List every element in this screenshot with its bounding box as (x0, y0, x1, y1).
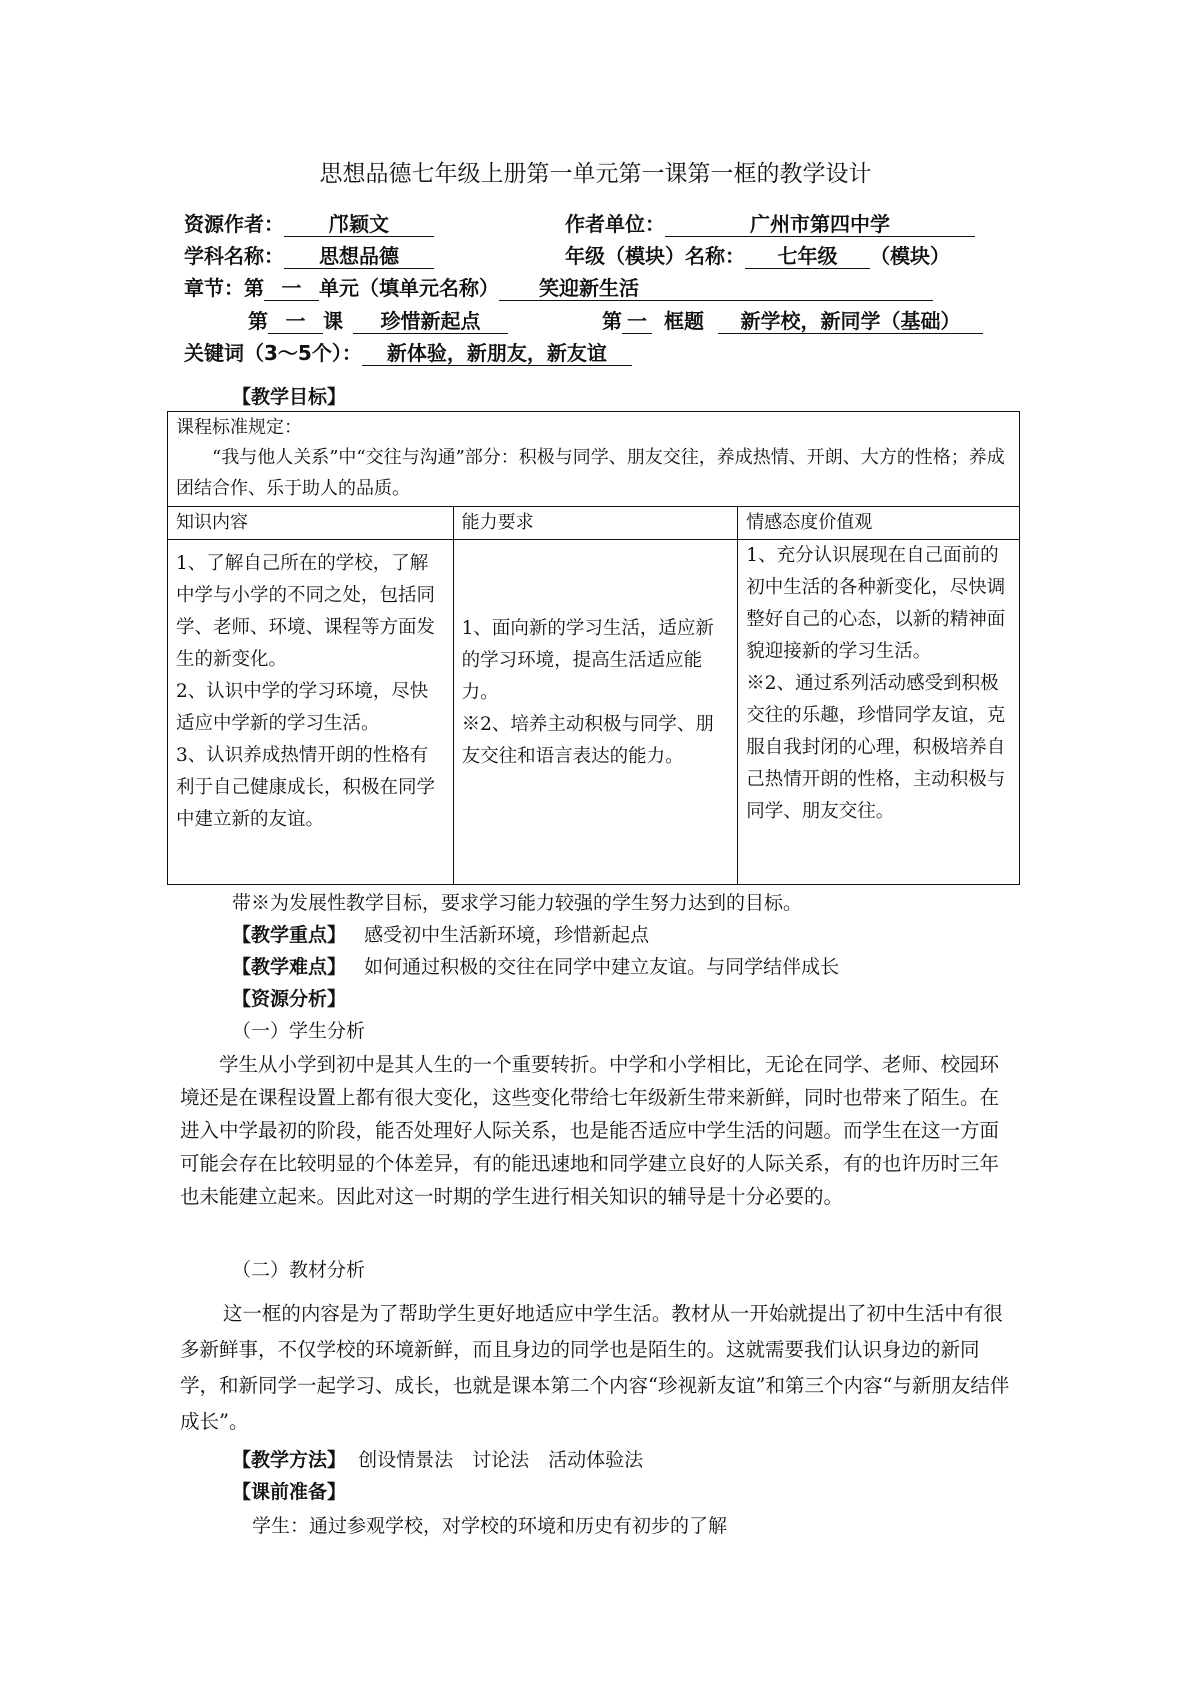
column-header-ability: 能力要求 (453, 507, 738, 540)
material-analysis-text (180, 1296, 1015, 1440)
subject-row (184, 240, 434, 269)
lesson-name: 珍惜新起点 (353, 309, 508, 334)
keywords-label: 关键词（3～5个）： (184, 341, 362, 365)
lesson-row (248, 305, 508, 334)
resource-heading: 【资源分析】 (232, 988, 347, 1010)
objectives-note: 带※为发展性教学目标，要求学习能力较强的学生努力达到的目标。 (232, 892, 803, 914)
lesson-mid: 课 (323, 309, 343, 333)
method-text: 创设情景法 讨论法 活动体验法 (358, 1449, 644, 1471)
material-analysis-heading: （二）教材分析 (232, 1259, 366, 1281)
ability-cell (453, 540, 738, 885)
student-analysis-paragraph: 学生从小学到初中是其人生的一个重要转折。中学和小学相比，无论在同学、老师、校园环境还是在课程设置上都有很大变化，这些变化带给七年级新生带来新鲜，同时也带来了陌生。在进入中学最初的阶段，能否处理好人际关系，也是能否适应中学生活的问题。而学生在这一方面可能会存在比较明显的个体差异，有的能迅速地和同学建立良好的人际关系，有的也许历时三年也未能建立起来。因此对这一时期的学生进行相关知识的辅导是十分必要的。 (180, 1053, 1000, 1208)
author-value: 邝颖文 (284, 212, 434, 237)
grade-value: 七年级 (745, 244, 870, 269)
subject-value: 思想品德 (284, 244, 434, 269)
page-title: 思想品德七年级上册第一单元第一课第一框的教学设计 (319, 161, 872, 187)
author-label: 资源作者： (184, 212, 284, 236)
column-header-attitude: 情感态度价值观 (738, 507, 1020, 540)
key-point-row (232, 920, 649, 947)
difficulty-label: 【教学难点】 (232, 956, 347, 978)
standard-text: “我与他人关系”中“交往与沟通”部分：积极与同学、朋友交往，养成热情、开朗、大方的性格；养成团结合作、乐于助人的品质。 (176, 447, 1005, 499)
attitude-cell (738, 540, 1020, 885)
student-analysis-text (180, 1048, 1015, 1213)
lesson-pre: 第 (248, 309, 268, 333)
knowledge-item: 2、认识中学的学习环境，尽快适应中学新的学习生活。 (176, 681, 429, 734)
frame-number: 一 (622, 309, 652, 334)
chapter-label: 章节：第 (184, 276, 264, 300)
student-analysis-heading: （一）学生分析 (232, 1020, 366, 1042)
frame-row (602, 305, 983, 334)
frame-name: 新学校，新同学（基础） (718, 309, 983, 334)
unit-label: 作者单位： (565, 212, 665, 236)
grade-suffix: （模块） (870, 244, 950, 268)
subject-label: 学科名称： (184, 244, 284, 268)
objectives-table (167, 411, 1020, 885)
ability-item: 1、面向新的学习生活，适应新的学习环境，提高生活适应能力。 (461, 618, 714, 703)
chapter-row (184, 272, 933, 301)
grade-label: 年级（模块）名称： (565, 244, 745, 268)
difficulty-text: 如何通过积极的交往在同学中建立友谊。与同学结伴成长 (364, 956, 840, 978)
frame-pre: 第 (602, 309, 622, 333)
ability-item: ※2、培养主动积极与同学、朋友交往和语言表达的能力。 (461, 714, 714, 767)
knowledge-item: 3、认识养成热情开朗的性格有利于自己健康成长，积极在同学中建立新的友谊。 (176, 745, 436, 830)
keywords-value: 新体验，新朋友，新友谊 (362, 341, 632, 366)
standard-label: 课程标准规定： (176, 417, 302, 438)
method-label: 【教学方法】 (232, 1449, 347, 1471)
knowledge-cell (168, 540, 454, 885)
chapter-name: 笑迎新生活 (499, 276, 933, 301)
chapter-number: 一 (264, 276, 319, 301)
column-header-knowledge: 知识内容 (168, 507, 454, 540)
frame-mid: 框题 (664, 309, 704, 333)
prep-text: 学生：通过参观学校，对学校的环境和历史有初步的了解 (252, 1515, 728, 1537)
keywords-row (184, 337, 632, 366)
grade-row (565, 240, 950, 269)
chapter-mid: 单元（填单元名称） (319, 276, 499, 300)
lesson-number: 一 (268, 309, 323, 334)
difficulty-row (232, 952, 839, 979)
prep-heading: 【课前准备】 (232, 1481, 347, 1503)
author-row (184, 208, 434, 237)
unit-value: 广州市第四中学 (665, 212, 975, 237)
attitude-item: 1、充分认识展现在自己面前的初中生活的各种新变化，尽快调整好自己的心态，以新的精神面貌迎接新的学习生活。 (746, 545, 1006, 662)
key-point-text: 感受初中生活新环境，珍惜新起点 (364, 924, 650, 946)
method-row (232, 1445, 643, 1472)
standard-cell (168, 412, 1020, 507)
material-analysis-paragraph: 这一框的内容是为了帮助学生更好地适应中学生活。教材从一开始就提出了初中生活中有很多新鲜事，不仅学校的环境新鲜，而且身边的同学也是陌生的。这就需要我们认识身边的新同学，和新同学一起学习、成长，也就是课本第二个内容“珍视新友谊”和第三个内容“与新朋友结伴成长”。 (180, 1302, 1010, 1433)
unit-row (565, 208, 975, 237)
key-point-label: 【教学重点】 (232, 924, 347, 946)
knowledge-item: 1、了解自己所在的学校，了解中学与小学的不同之处，包括同学、老师、环境、课程等方面发生的新变化。 (176, 553, 436, 670)
attitude-item: ※2、通过系列活动感受到积极交往的乐趣，珍惜同学友谊，克服自我封闭的心理，积极培养自己热情开朗的性格，主动积极与同学、朋友交往。 (746, 673, 1006, 822)
objectives-heading: 【教学目标】 (232, 386, 347, 408)
